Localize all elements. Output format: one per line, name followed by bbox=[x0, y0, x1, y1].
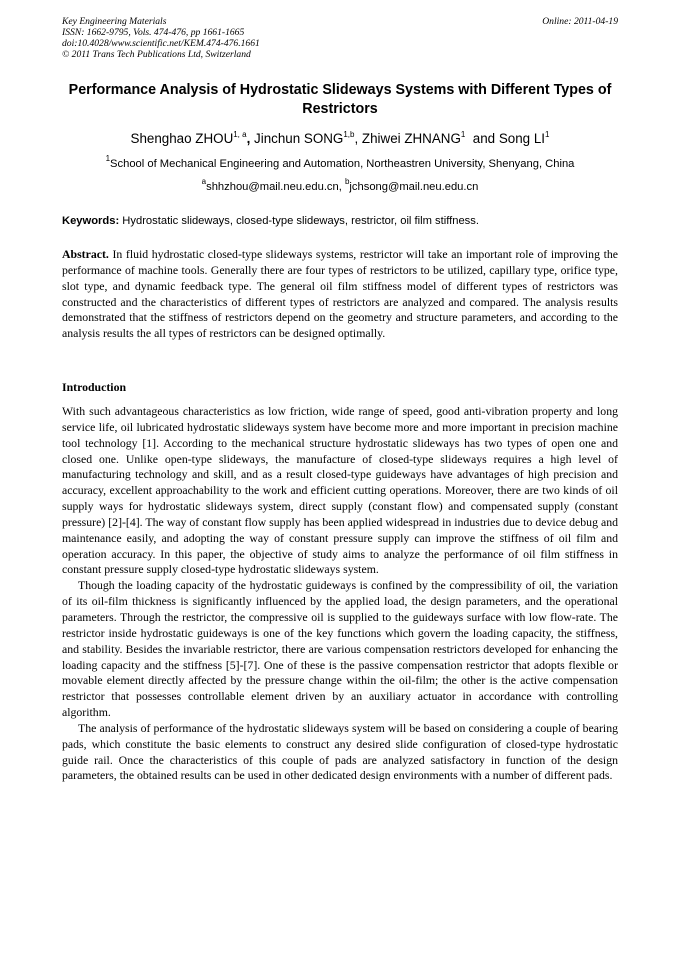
author-superscript: 1 bbox=[460, 130, 466, 139]
paragraph: Though the loading capacity of the hydrostatic guideways is confined by the compressibility of oil, the variation of its oil-film thickness is significantly influenced by the applied load, the design parameters, and the operational parameters. Through the restrictor, the compressive oil is supplied to the guideways surface with low flow-rate. The restrictor inside hydrostatic guideways is one of the key functions which govern the loading capacity, the stiffness, and stability. Besides the invariable restrictor, there are various compensation restrictors developed for enhancing the loading capacity and the stiffness [5]-[7]. One of these is the passive compensation restrictor that adopts flexible or movable element directly affected by the pressure change within the oil-film; the other is the active compensation restrictor that possesses controllable element driven by an auxiliary actuator in accordance with controlling algorithm. bbox=[62, 578, 618, 720]
journal-name: Key Engineering Materials bbox=[62, 16, 167, 27]
journal-header bbox=[62, 17, 618, 61]
email-superscript: a bbox=[201, 177, 207, 186]
section-heading-introduction: Introduction bbox=[62, 380, 127, 394]
keywords bbox=[62, 214, 618, 229]
copyright-line: © 2011 Trans Tech Publications Ltd, Switzerland bbox=[62, 48, 251, 60]
author-name: Zhiwei ZHNANG bbox=[361, 131, 461, 146]
author-name: Jinchun SONG bbox=[254, 131, 344, 146]
abstract-text: In fluid hydrostatic closed-type slideways systems, restrictor will take an important role of improving the performance of machine tools. Generally there are four types of restrictors to be utilized, capillary type, orifice type, slot type, and dynamic feedback type. The general oil film stiffness model of different types of restrictors was constructed and the characteristics of different types of restrictors are analyzed and compared. The analysis results demonstrated that the stiffness of restrictors depend on the geometry and structure parameters, and according to the analysis results the all types of restrictors can be designed optimally. bbox=[62, 247, 618, 341]
abstract bbox=[62, 247, 618, 342]
author-name: Song LI bbox=[498, 131, 546, 146]
keywords-label: Keywords: bbox=[62, 215, 120, 227]
email-address[interactable]: jchsong@mail.neu.edu.cn bbox=[349, 181, 479, 193]
paper-title: Performance Analysis of Hydrostatic Slideways Systems with Different Types of Restrictors bbox=[68, 82, 612, 117]
introduction-body bbox=[62, 404, 618, 784]
email-superscript: b bbox=[344, 177, 350, 186]
author-separator: , bbox=[246, 131, 255, 146]
author-separator: , bbox=[354, 131, 362, 146]
abstract-label: Abstract. bbox=[62, 247, 109, 261]
author-name: Shenghao ZHOU bbox=[130, 131, 234, 146]
keywords-text: Hydrostatic slideways, closed-type slideways, restrictor, oil film stiffness. bbox=[119, 215, 479, 227]
issn-line: ISSN: 1662-9795, Vols. 474-476, pp 1661-1665 bbox=[62, 26, 245, 38]
email-address[interactable]: shhzhou@mail.neu.edu.cn bbox=[206, 181, 339, 193]
affiliation-text: School of Mechanical Engineering and Automation, Northeastren University, Shenyang, China bbox=[110, 158, 575, 170]
author-superscript: 1,b bbox=[343, 130, 355, 139]
paragraph: With such advantageous characteristics as low friction, wide range of speed, good anti-vibration property and long service life, oil lubricated hydrostatic slideways system have become more and more important in precision machine tool technology [1]. According to the mechanical structure hydrostatic slideways has two types of open one and closed one. Unlike open-type slideways, the manufacture of closed-type slideways requires a high level of manufacturing technology and skill, and as a result closed-type guideways have advantages of high precision and accuracy, excellent approachability to the work and efficient cutting operations. Moreover, there are two kinds of oil supply ways for hydrostatic slideways system, direct supply (constant flow) and compensated supply (constant pressure) [2]-[4]. The way of constant flow supply has been applied widespread in industries due to device debug and maintenance easily, and adopting the way of constant pressure supply can improve the stiffness of oil film and operation accuracy. In this paper, the objective of study aims to analyze the performance of oil film stiffness in constant pressure supply closed-type hydrostatic slideways system. bbox=[62, 404, 618, 577]
paragraph: The analysis of performance of the hydrostatic slideways system will be based on considering a couple of bearing pads, which constitute the basic elements to construct any desired slide configuration of closed-type hydrostatic guide rail. Once the characteristics of this couple of pads are analyzed satisfactory in function of the design parameters, the obtained results can be used in other dedicated design environments with a number of different pads. bbox=[62, 720, 618, 783]
author-superscript: 1 bbox=[545, 130, 550, 139]
online-date: Online: 2011-04-19 bbox=[542, 16, 618, 27]
author-superscript: 1, a bbox=[233, 130, 247, 139]
email-separator: , bbox=[338, 181, 345, 193]
author-separator: and bbox=[465, 131, 499, 146]
affiliation-superscript: 1 bbox=[105, 154, 111, 163]
doi-line: doi:10.4028/www.scientific.net/KEM.474-476.1661 bbox=[62, 37, 260, 49]
affiliation bbox=[62, 154, 618, 172]
email-list bbox=[62, 177, 618, 195]
author-list bbox=[62, 130, 618, 147]
